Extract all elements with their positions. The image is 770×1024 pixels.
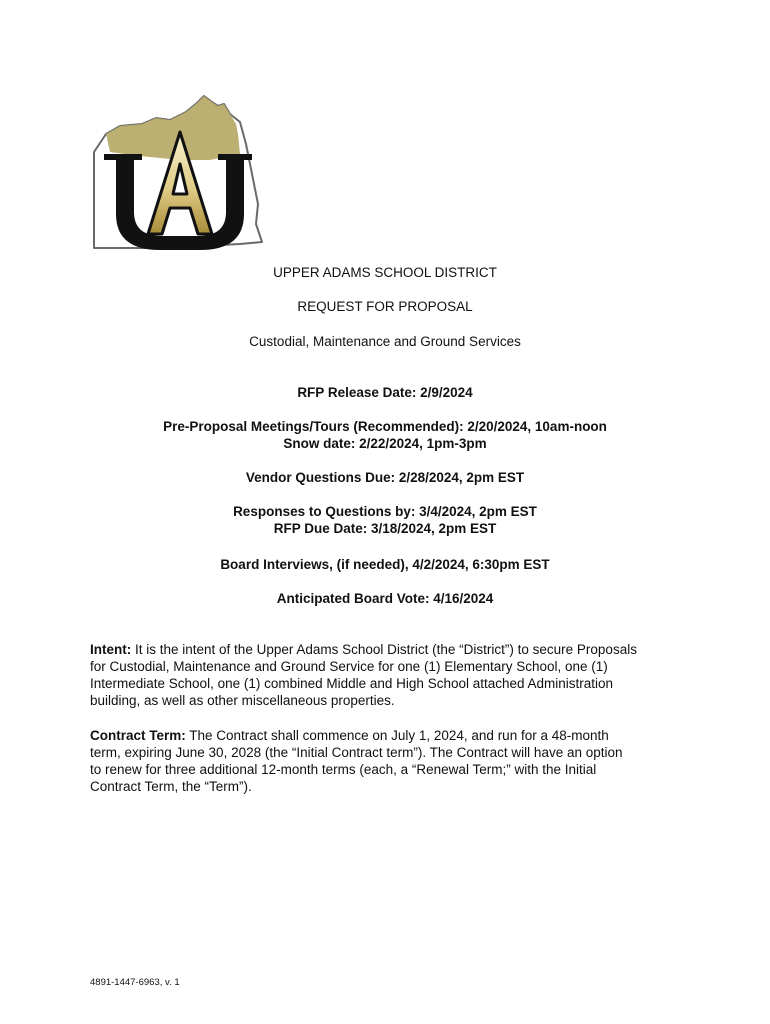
contract-line-2: term, expiring June 30, 2028 (the “Initial Contract term”). The Contract will have an option	[90, 745, 623, 760]
document-subject: Custodial, Maintenance and Ground Services	[249, 334, 521, 349]
district-logo	[90, 94, 270, 254]
intent-line-2: for Custodial, Maintenance and Ground Service for one (1) Elementary School, one (1)	[90, 659, 608, 674]
contract-term-paragraph	[90, 727, 690, 795]
snow-date: Snow date: 2/22/2024, 1pm-3pm	[283, 436, 487, 451]
contract-line-4: Contract Term, the “Term”).	[90, 779, 252, 794]
document-type: REQUEST FOR PROPOSAL	[297, 299, 473, 314]
release-date: RFP Release Date: 2/9/2024	[297, 385, 473, 400]
contract-text-1: The Contract shall commence on July 1, 2024, and run for a 48-month	[185, 728, 609, 743]
board-vote: Anticipated Board Vote: 4/16/2024	[276, 591, 494, 606]
contract-line-1	[90, 727, 690, 744]
intent-line-3: Intermediate School, one (1) combined Middle and High School attached Administration	[90, 676, 614, 691]
board-interviews: Board Interviews, (if needed), 4/2/2024, 6:30pm EST	[220, 557, 550, 572]
intent-line-1	[90, 641, 690, 658]
intent-label: Intent:	[90, 642, 132, 657]
vendor-questions-due: Vendor Questions Due: 2/28/2024, 2pm EST	[245, 470, 525, 485]
intent-line-4: building, as well as other miscellaneous properties.	[90, 693, 395, 708]
responses-to-questions: Responses to Questions by: 3/4/2024, 2pm EST	[233, 504, 537, 519]
contract-line-3: to renew for three additional 12-month terms (each, a “Renewal Term;” with the Initial	[90, 762, 597, 777]
document-id: 4891-1447-6963, v. 1	[90, 977, 180, 988]
contract-term-label: Contract Term:	[90, 728, 186, 743]
district-name: UPPER ADAMS SCHOOL DISTRICT	[273, 265, 497, 280]
pre-proposal-meetings: Pre-Proposal Meetings/Tours (Recommended): 2/20/2024, 10am-noon	[163, 419, 607, 434]
intent-text-1: It is the intent of the Upper Adams School District (the “District”) to secure Proposals	[131, 642, 637, 657]
rfp-due-date: RFP Due Date: 3/18/2024, 2pm EST	[273, 521, 497, 536]
intent-paragraph	[90, 641, 690, 709]
